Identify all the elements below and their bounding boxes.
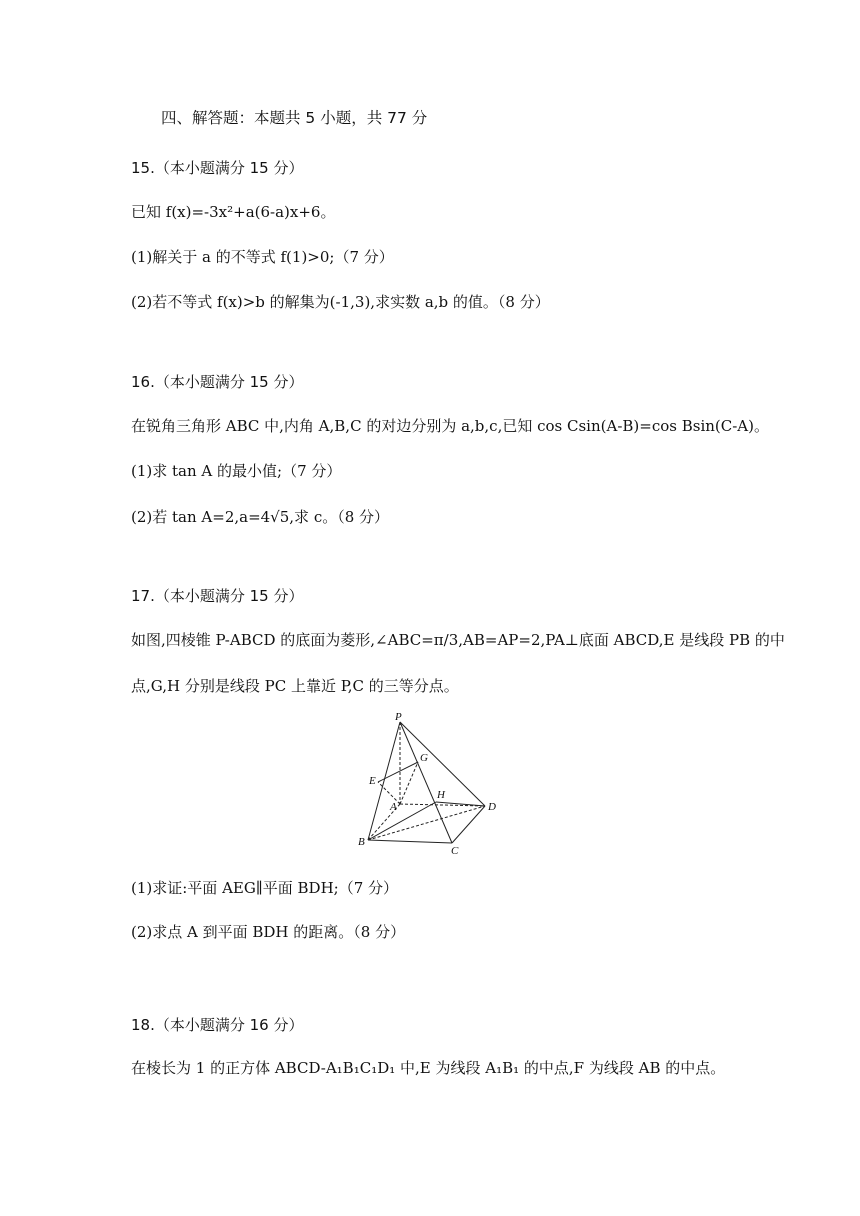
problem-16-statement: 在锐角三角形 ABC 中,内角 A,B,C 的对边分别为 a,b,c,已知 cos Csin(A-B)=cos Bsin(C-A)。 [131,417,769,435]
problem-16-header: 16.（本小题满分 15 分） [131,373,304,391]
vertex-label-a: A [390,801,397,813]
edge-cd [452,806,485,843]
edge-eg [378,762,418,782]
pyramid-figure [352,710,507,855]
edge-bh [368,802,436,840]
pyramid-diagram [352,710,507,855]
problem-17-statement-line-1: 如图,四棱锥 P-ABCD 的底面为菱形,∠ABC=π/3,AB=AP=2,PA⊥底面 ABCD,E 是线段 PB 的中 [131,631,785,649]
problem-18-statement: 在棱长为 1 的正方体 ABCD-A₁B₁C₁D₁ 中,E 为线段 A₁B₁ 的中点,F 为线段 AB 的中点。 [131,1059,726,1077]
problem-17-part-1: (1)求证:平面 AEG∥平面 BDH;（7 分） [131,879,399,897]
edge-bc [368,840,452,843]
problem-15-statement: 已知 f(x)=-3x²+a(6-a)x+6。 [131,203,336,221]
section-heading: 四、解答题：本题共 5 小题，共 77 分 [161,109,428,127]
vertex-label-d: D [488,801,496,813]
problem-16-part-2: (2)若 tan A=2,a=4√5,求 c。（8 分） [131,508,390,526]
problem-15-part-2: (2)若不等式 f(x)>b 的解集为(-1,3),求实数 a,b 的值。（8 分） [131,293,550,311]
problem-17-header: 17.（本小题满分 15 分） [131,587,304,605]
problem-15-header: 15.（本小题满分 15 分） [131,159,304,177]
problem-17-part-2: (2)求点 A 到平面 BDH 的距离。（8 分） [131,923,406,941]
vertex-label-p: P [395,711,402,723]
edge-ag [400,762,418,804]
problem-17-statement-line-2: 点,G,H 分别是线段 PC 上靠近 P,C 的三等分点。 [131,677,459,695]
vertex-label-g: G [420,752,428,764]
edge-pc [400,722,452,843]
vertex-label-h: H [437,789,445,801]
vertex-label-c: C [451,845,459,857]
problem-16-part-1: (1)求 tan A 的最小值;（7 分） [131,462,342,480]
problem-15-part-1: (1)解关于 a 的不等式 f(1)>0;（7 分） [131,248,394,266]
vertex-label-b: B [358,836,365,848]
vertex-label-e: E [369,775,376,787]
problem-18-header: 18.（本小题满分 16 分） [131,1016,304,1034]
edge-bd [368,806,485,840]
